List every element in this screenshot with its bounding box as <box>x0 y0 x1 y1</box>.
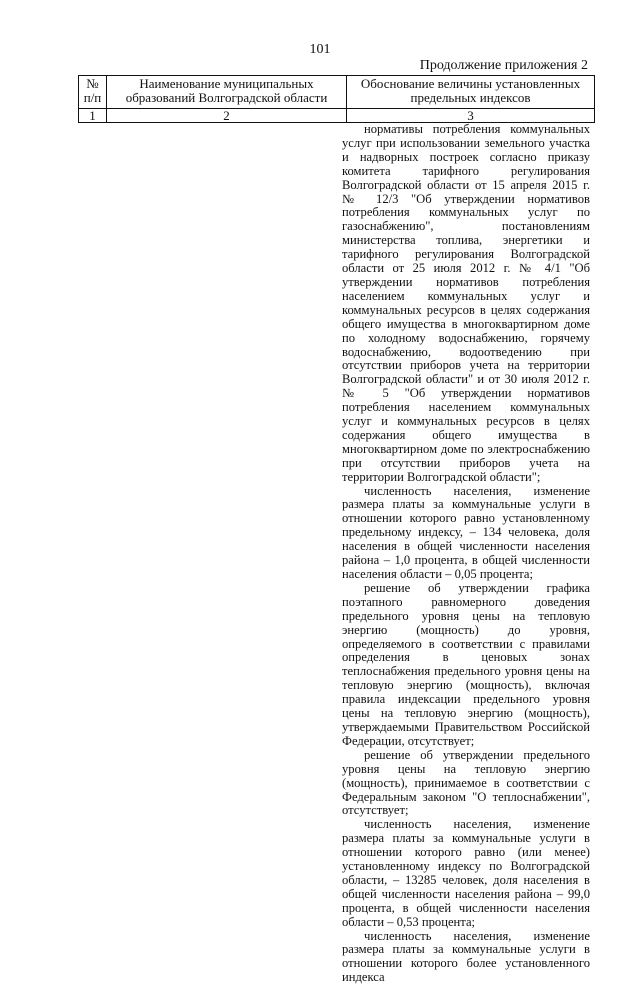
paragraph-norms: нормативы потребления коммунальных услуг при использовании земельного участка и надворных построек согласно приказу комитета тарифного регулирования Волгоградской области от 15 апреля 2015 г. № 12/3 "Об утверждении нормативов потребления коммунальных услуг по газоснабжению", постановлениям министерства топлива, энергетики и тарифного регулирования Волгоградской области от 25 июля 2012 г. № 4/1 "Об утверждении нормативов потребления населением коммунальных услуг и коммунальных ресурсов в целях содержания общего имущества в многоквартирном доме по холодному водоснабжению, горячему водоснабжению, водоотведению при отсутствии приборов учета на территории Волгоградской области" и от 30 июля 2012 г. № 5 "Об утверждении нормативов потребления населением коммунальных услуг и коммунальных ресурсов в целях содержания общего имущества в многоквартирном доме по электроснабжению при отсутствии приборов учета на территории Волгоградской области"; <box>342 122 590 484</box>
column-number-2: 2 <box>107 109 347 123</box>
paragraph-population-above: численность населения, изменение размера платы за коммунальные услуги в отношении которого более установленного индекса <box>342 928 590 985</box>
page-number: 101 <box>309 42 331 57</box>
paragraph-population-below: численность населения, изменение размера платы за коммунальные услуги в отношении которого равно (или менее) установленному индексу по Волгоградской области, – 13285 человек, доля населения в общей численности населения района – 99,0 процента, в общей численности населения области – 0,53 процента; <box>342 817 590 929</box>
column-number-3: 3 <box>347 109 595 123</box>
header-number: № п/п <box>79 76 107 109</box>
paragraph-heat-schedule: решение об утверждении графика поэтапного равномерного доведения предельного уровня цены на тепловую энергию (мощность) до уровня, определяемого в соответствии с правилами определения в ценовых зонах теплоснабжения предельного уровня цены на тепловую энергию (мощность), включая правила индексации предельного уровня цены на тепловую энергию (мощность), утверждаемыми Правительством Российской Федерации, отсутствует; <box>342 580 590 748</box>
header-municipality: Наименование муниципальных образований Волгоградской области <box>107 76 347 109</box>
justification-text <box>342 123 590 985</box>
table-column-numbers-row <box>79 109 595 123</box>
header-table <box>78 75 595 123</box>
paragraph-population-equal: численность населения, изменение размера платы за коммунальные услуги в отношении которого равно установленному предельному индексу, – 134 человека, доля населения в общей численности населения района – 1,0 процента, в общей численности населения области – 0,05 процента; <box>342 483 590 581</box>
header-justification: Обоснование величины установленных предельных индексов <box>347 76 595 109</box>
table-header-row <box>79 76 595 109</box>
paragraph-heat-price-level: решение об утверждении предельного уровня цены на тепловую энергию (мощность), принимаемое в соответствии с Федеральным законом "О теплоснабжении", отсутствует; <box>342 747 590 818</box>
column-number-1: 1 <box>79 109 107 123</box>
appendix-continuation-label: Продолжение приложения 2 <box>419 58 588 73</box>
